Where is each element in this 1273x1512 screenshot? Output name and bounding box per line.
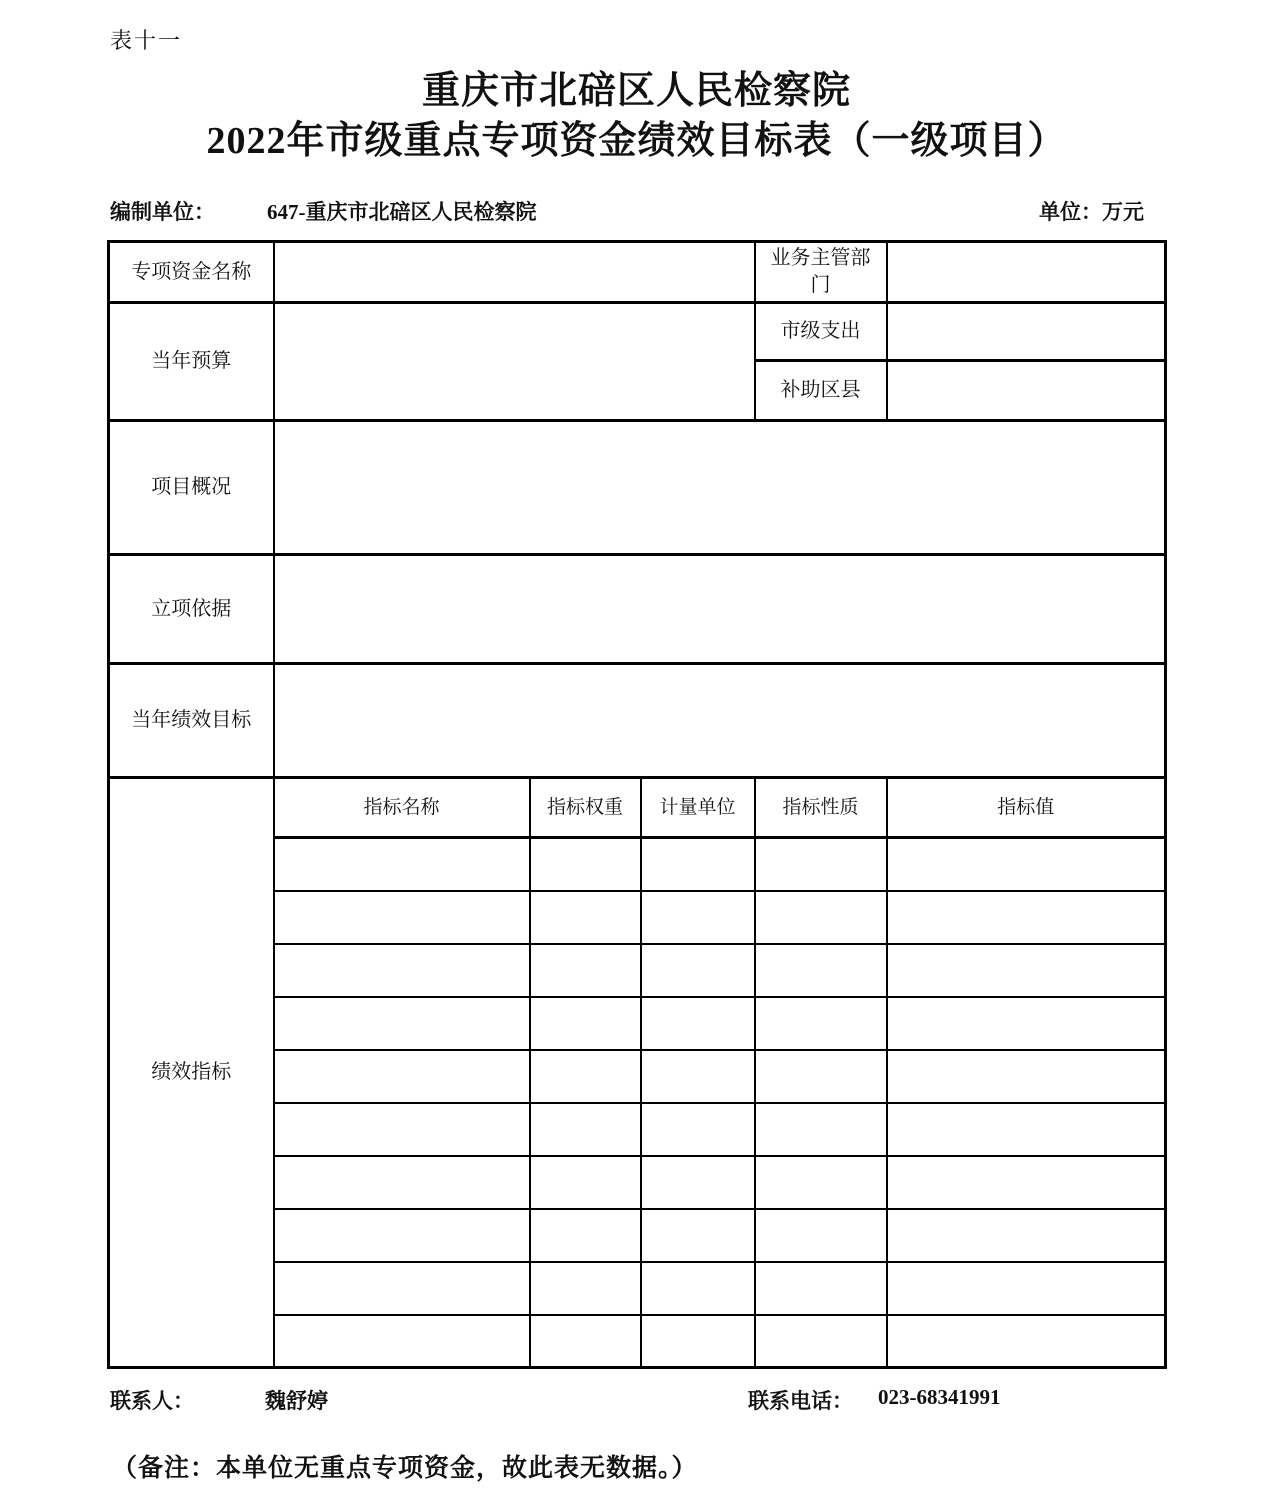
competent-dept-value <box>887 242 1166 303</box>
annual-performance-target-value <box>274 664 1166 778</box>
performance-indicator-label: 绩效指标 <box>109 778 274 1368</box>
annual-performance-target-label: 当年绩效目标 <box>109 664 274 778</box>
table-number: 表十一 <box>110 28 183 53</box>
indicator-cell <box>755 1050 887 1103</box>
indicator-cell <box>641 1315 755 1368</box>
indicator-cell <box>274 1050 530 1103</box>
phone-label: 联系电话： <box>748 1389 853 1413</box>
indicator-cell <box>530 1156 641 1209</box>
indicator-cell <box>755 944 887 997</box>
indicator-cell <box>274 1156 530 1209</box>
title-line-2: 2022年市级重点专项资金绩效目标表（一级项目） <box>206 120 1067 162</box>
indicator-cell <box>887 1209 1166 1262</box>
indicator-cell <box>641 1262 755 1315</box>
phone-value: 023-68341991 <box>878 1385 1001 1409</box>
row-indicator-header <box>109 778 1166 838</box>
indicator-cell <box>274 1103 530 1156</box>
indicator-cell <box>755 1315 887 1368</box>
indicator-cell <box>641 838 755 891</box>
row-special-fund-name <box>109 242 1166 303</box>
indicator-header-value: 指标值 <box>887 778 1166 838</box>
indicator-cell <box>530 1209 641 1262</box>
contact-label: 联系人： <box>110 1389 194 1413</box>
special-fund-name-label: 专项资金名称 <box>109 242 274 303</box>
page-title <box>0 66 1273 166</box>
project-basis-label: 立项依据 <box>109 555 274 664</box>
subsidy-district-label: 补助区县 <box>755 361 887 421</box>
city-level-expenditure-value <box>887 303 1166 361</box>
special-fund-name-value <box>274 242 755 303</box>
indicator-cell <box>887 1103 1166 1156</box>
indicator-cell <box>530 891 641 944</box>
current-year-budget-label: 当年预算 <box>109 303 274 421</box>
indicator-cell <box>887 838 1166 891</box>
unit-label: 单位：万元 <box>1039 200 1144 224</box>
indicator-cell <box>530 944 641 997</box>
indicator-cell <box>641 891 755 944</box>
indicator-cell <box>530 1315 641 1368</box>
indicator-cell <box>274 944 530 997</box>
current-year-budget-value <box>274 303 755 421</box>
indicator-cell <box>641 944 755 997</box>
performance-target-table <box>107 240 1167 1369</box>
indicator-header-name: 指标名称 <box>274 778 530 838</box>
indicator-cell <box>641 1209 755 1262</box>
meta-row <box>110 196 1166 226</box>
indicator-header-nature: 指标性质 <box>755 778 887 838</box>
indicator-cell <box>274 1262 530 1315</box>
indicator-cell <box>530 838 641 891</box>
indicator-cell <box>887 1262 1166 1315</box>
indicator-cell <box>755 1103 887 1156</box>
contact-row <box>0 1385 1273 1419</box>
row-annual-performance-target <box>109 664 1166 778</box>
competent-dept-label: 业务主管部门 <box>755 242 887 303</box>
indicator-cell <box>755 1156 887 1209</box>
indicator-cell <box>887 944 1166 997</box>
indicator-cell <box>274 1209 530 1262</box>
indicator-cell <box>641 997 755 1050</box>
indicator-cell <box>274 1315 530 1368</box>
row-project-overview <box>109 421 1166 555</box>
prepared-by-value: 647-重庆市北碚区人民检察院 <box>267 200 537 224</box>
footnote: （备注：本单位无重点专项资金，故此表无数据。） <box>112 1455 698 1482</box>
indicator-cell <box>755 838 887 891</box>
indicator-cell <box>530 997 641 1050</box>
indicator-cell <box>755 1209 887 1262</box>
indicator-cell <box>274 838 530 891</box>
indicator-cell <box>755 891 887 944</box>
indicator-cell <box>530 1262 641 1315</box>
title-line-1: 重庆市北碚区人民检察院 <box>421 70 851 112</box>
indicator-cell <box>887 997 1166 1050</box>
row-project-basis <box>109 555 1166 664</box>
indicator-header-weight: 指标权重 <box>530 778 641 838</box>
indicator-cell <box>641 1156 755 1209</box>
project-basis-value <box>274 555 1166 664</box>
indicator-header-unit: 计量单位 <box>641 778 755 838</box>
project-overview-value <box>274 421 1166 555</box>
indicator-cell <box>755 1262 887 1315</box>
indicator-cell <box>887 1156 1166 1209</box>
project-overview-label: 项目概况 <box>109 421 274 555</box>
city-level-expenditure-label: 市级支出 <box>755 303 887 361</box>
indicator-cell <box>274 997 530 1050</box>
indicator-cell <box>887 1050 1166 1103</box>
prepared-by-label: 编制单位： <box>110 200 215 224</box>
indicator-cell <box>755 997 887 1050</box>
indicator-cell <box>887 1315 1166 1368</box>
indicator-cell <box>887 891 1166 944</box>
subsidy-district-value <box>887 361 1166 421</box>
contact-value: 魏舒婷 <box>265 1389 328 1413</box>
table-body <box>109 242 1166 1368</box>
indicator-cell <box>641 1103 755 1156</box>
indicator-cell <box>530 1103 641 1156</box>
indicator-cell <box>274 891 530 944</box>
indicator-cell <box>641 1050 755 1103</box>
indicator-cell <box>530 1050 641 1103</box>
row-city-level-expenditure <box>109 303 1166 361</box>
